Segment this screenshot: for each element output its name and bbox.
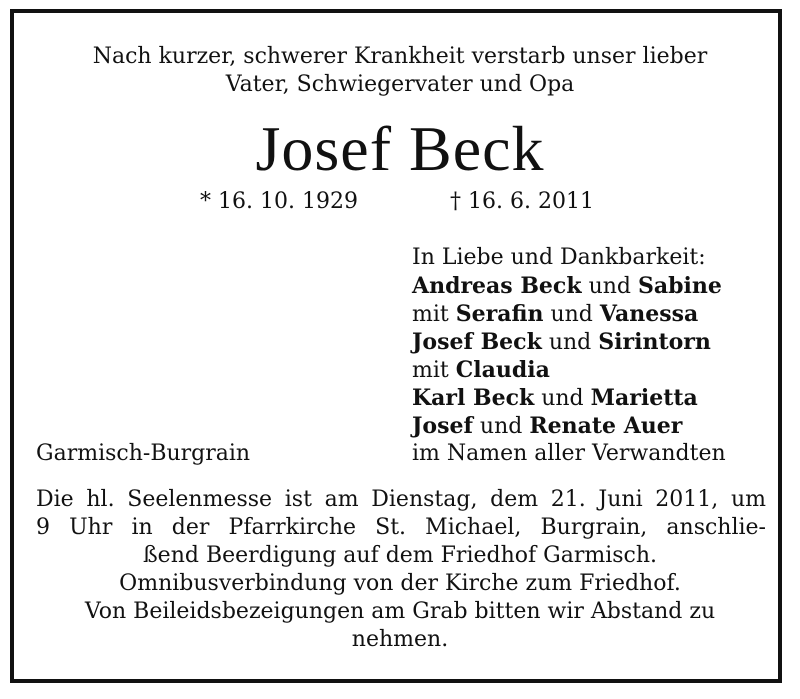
- birth-date: * 16. 10. 1929: [200, 189, 358, 214]
- service-line-1: Die hl. Seelenmesse ist am Dienstag, dem 21. Juni 2011, um: [36, 487, 766, 512]
- mourner-conjunction: und: [543, 302, 600, 327]
- place-of-residence: Garmisch-Burgrain: [36, 441, 251, 466]
- mourner-prefix: mit: [412, 358, 456, 383]
- deceased-name: Josef Beck: [255, 113, 545, 184]
- intro-line-2: Vater, Schwiegervater und Opa: [225, 72, 575, 97]
- mourner-name: Karl Beck: [412, 385, 535, 411]
- service-line-3: ßend Beerdigung auf dem Friedhof Garmisch.: [142, 543, 658, 568]
- mourner-name: Renate Auer: [529, 413, 683, 439]
- mourner-conjunction: und: [541, 330, 599, 355]
- mourner-name: Vanessa: [599, 301, 699, 327]
- mourner-name: Sabine: [638, 273, 722, 299]
- mourner-line: [412, 385, 698, 412]
- mourner-conjunction: und: [472, 414, 530, 439]
- mourner-name: Claudia: [455, 357, 550, 383]
- mourner-line: [412, 301, 698, 328]
- mourner-prefix: mit: [412, 302, 456, 327]
- mourner-name: Josef Beck: [412, 329, 542, 355]
- mourner-conjunction: und: [581, 274, 638, 299]
- mourner-name: Sirintorn: [598, 329, 711, 355]
- mourner-name: Marietta: [590, 385, 698, 411]
- mourner-name: Josef: [412, 413, 473, 439]
- mourner-name: Andreas Beck: [412, 273, 582, 299]
- service-line-2: 9 Uhr in der Pfarrkirche St. Michael, Burgrain, anschlie-: [36, 515, 766, 540]
- mourners-heading: In Liebe und Dankbarkeit:: [412, 245, 706, 270]
- death-date: † 16. 6. 2011: [450, 189, 594, 214]
- service-line-5: Von Beileidsbezeigungen am Grab bitten wir Abstand zu: [84, 599, 716, 624]
- mourner-name: Serafin: [455, 301, 544, 327]
- mourner-line: [412, 357, 550, 384]
- relatives-line: im Namen aller Verwandten: [412, 441, 726, 466]
- service-line-6: nehmen.: [351, 627, 449, 652]
- mourner-conjunction: und: [534, 386, 591, 411]
- mourner-line: [412, 329, 711, 356]
- mourner-line: [412, 273, 722, 300]
- service-line-4: Omnibusverbindung von der Kirche zum Friedhof.: [119, 571, 681, 596]
- mourner-line: [412, 413, 682, 440]
- intro-line-1: Nach kurzer, schwerer Krankheit verstarb unser lieber: [92, 44, 708, 69]
